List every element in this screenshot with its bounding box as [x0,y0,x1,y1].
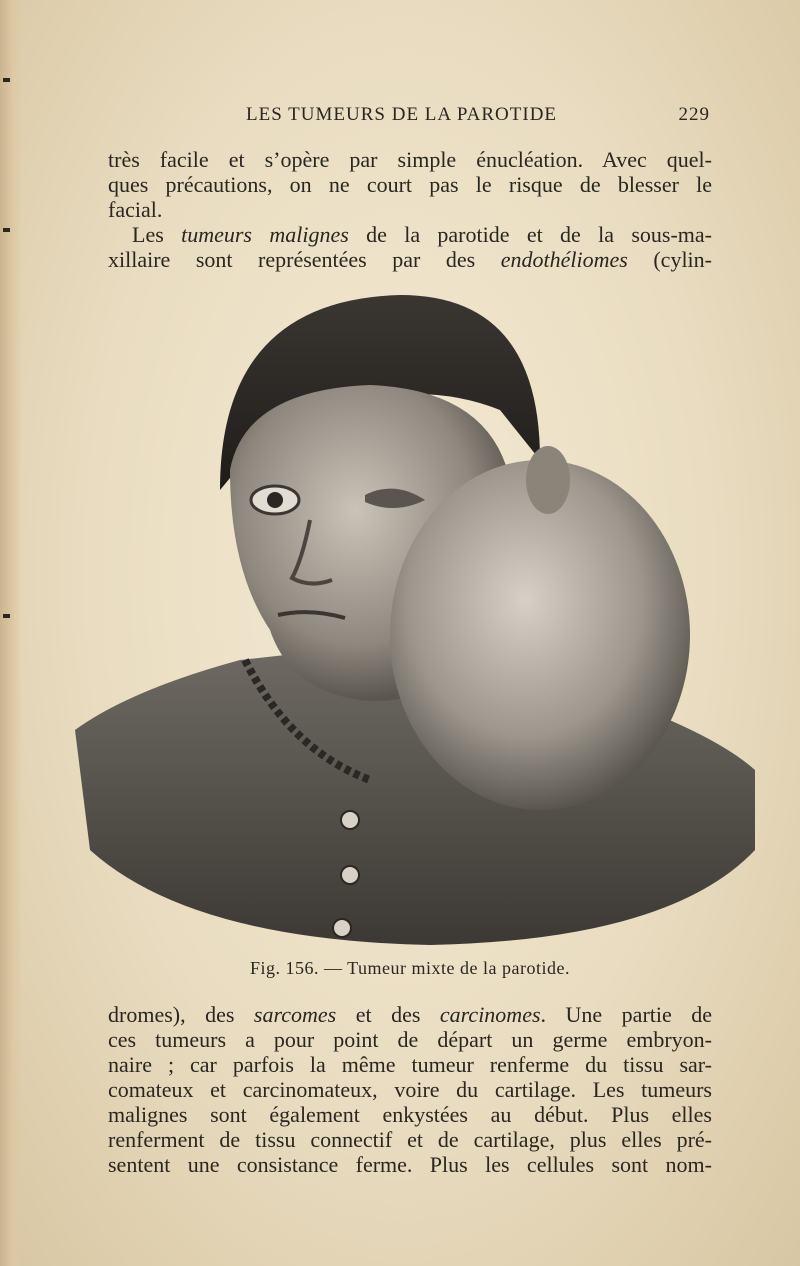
text-segment: comateux et carcinomateux, voire du cartilage. Les tumeurs [108,1077,712,1102]
text-line [108,197,712,222]
text-line [108,1127,712,1152]
text-segment: sarcomes [253,1002,337,1027]
text-segment: Les [132,222,182,247]
text-line [108,172,712,197]
page-header [108,104,712,132]
text-segment: très facile et s’opère par simple énucléation. Avec quel- [108,147,712,172]
text-segment: . Une partie de [540,1002,713,1027]
edge-mark [3,228,10,232]
text-segment: de la parotide et de la sous-ma- [348,222,713,247]
text-line [108,1002,712,1027]
text-segment: (cylin- [627,247,712,272]
portrait-illustration [70,290,760,950]
text-line [108,1152,712,1177]
text-line [108,1077,712,1102]
paragraph-top [108,147,712,272]
text-segment: dromes), des [108,1002,254,1027]
running-title: LES TUMEURS DE LA PAROTIDE [246,104,558,125]
figure-photograph [70,290,760,950]
text-line [108,1052,712,1077]
ear-shape [526,446,570,514]
edge-mark [3,614,10,618]
text-line [108,1102,712,1127]
text-segment: naire ; car parfois la même tumeur renferme du tissu sar- [108,1052,712,1077]
text-segment: tumeurs malignes [181,222,349,247]
page-gutter [0,0,22,1266]
text-segment: ces tumeurs a pour point de départ un germe embryon- [108,1027,712,1052]
text-line [108,247,712,272]
text-segment: sentent une consistance ferme. Plus les cellules sont nom- [108,1152,712,1177]
text-segment: ques précautions, on ne court pas le risque de blesser le [108,172,712,197]
text-segment: et des [336,1002,440,1027]
text-segment: endothéliomes [500,247,628,272]
text-segment: xillaire sont représentées par des [108,247,501,272]
text-line [108,1027,712,1052]
text-segment: malignes sont également enkystées au début. Plus elles [108,1102,712,1127]
text-line [108,222,712,247]
text-segment: facial. [108,197,163,222]
text-segment: renferment de tissu connectif et de cartilage, plus elles pré- [108,1127,712,1152]
tumor-shape [390,460,690,810]
figure-caption: Fig. 156. — Tumeur mixte de la parotide. [250,958,570,978]
text-segment: carcinomes [439,1002,541,1027]
edge-mark [3,78,10,82]
page-number: 229 [678,104,710,125]
paragraph-bottom [108,1002,712,1177]
text-line [108,147,712,172]
